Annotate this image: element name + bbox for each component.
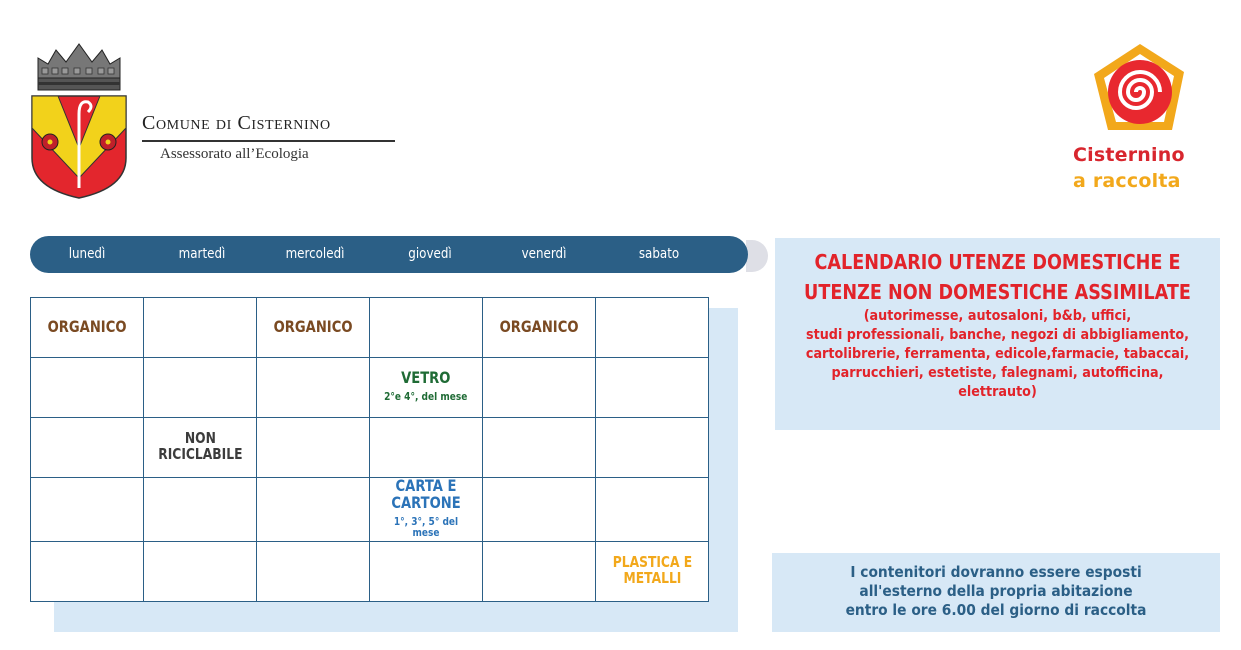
utenze-line: elettrauto) [958, 384, 1037, 400]
cell [257, 298, 370, 358]
logo-text-line1: Cisternino [1073, 144, 1185, 166]
table-row [31, 358, 709, 418]
carta-label [380, 478, 472, 539]
table-row [31, 298, 709, 358]
vetro-label [384, 370, 467, 402]
non-riciclabile-label [158, 431, 242, 463]
cell [31, 298, 144, 358]
cell [144, 478, 257, 542]
cell [31, 358, 144, 418]
carta-frequency: 1°, 3°, 5° del mese [393, 514, 459, 540]
cell [257, 478, 370, 542]
vetro-frequency: 2°e 4°, del mese [384, 389, 468, 403]
table-row [31, 418, 709, 478]
cell [370, 418, 483, 478]
assessorato-label: Assessorato all’Ecologia [160, 146, 309, 162]
cell [596, 298, 709, 358]
cell [483, 358, 596, 418]
day-lunedi: lunedì [68, 246, 106, 262]
cell [257, 358, 370, 418]
comune-name: Comune di Cisternino [142, 112, 331, 134]
carta-line2: CARTONE [391, 492, 461, 512]
day-giovedi: giovedì [408, 246, 452, 262]
utenze-line: cartolibrerie, ferramenta, edicole,farmacie, tabaccai, [805, 346, 1190, 362]
utenze-line: parrucchieri, estetiste, falegnami, autofficina, [831, 365, 1164, 381]
cell [31, 478, 144, 542]
table-row [31, 542, 709, 602]
cell [596, 542, 709, 602]
cell [31, 542, 144, 602]
collection-calendar [30, 297, 709, 602]
cell [483, 478, 596, 542]
day-venerdi: venerdì [521, 246, 567, 262]
cell [370, 298, 483, 358]
utenze-line: (autorimesse, autosaloni, b&b, uffici, [863, 308, 1132, 324]
vetro-text: VETRO [401, 368, 451, 388]
plastica-line2: METALLI [623, 569, 681, 588]
cell [144, 298, 257, 358]
calendar-title [802, 247, 1194, 307]
title-line2: UTENZE NON DOMESTICHE ASSIMILATE [804, 280, 1191, 304]
utenze-list [802, 307, 1194, 402]
cell [144, 358, 257, 418]
cell [370, 542, 483, 602]
non-riciclabile-line2: RICICLABILE [157, 444, 243, 463]
day-sabato: sabato [638, 246, 680, 262]
cell [144, 418, 257, 478]
cell [483, 298, 596, 358]
cell [370, 358, 483, 418]
cell [483, 418, 596, 478]
day-mercoledi: mercoledì [285, 246, 345, 262]
non-riciclabile-line1: NON [184, 429, 216, 448]
cell [257, 418, 370, 478]
table-row [31, 478, 709, 542]
divider [142, 140, 395, 142]
day-martedi: martedì [178, 246, 226, 262]
cell [483, 542, 596, 602]
days-bar-shadow [746, 240, 768, 272]
cell [31, 418, 144, 478]
organico-label: ORGANICO [499, 316, 579, 336]
collection-note-panel [772, 553, 1220, 632]
cell [596, 358, 709, 418]
note-line: entro le ore 6.00 del giorno di raccolta [845, 601, 1147, 619]
raccolta-logo-icon [1088, 40, 1192, 138]
cell [596, 478, 709, 542]
cell [144, 542, 257, 602]
carta-line1: CARTA E [395, 476, 457, 495]
title-line1: CALENDARIO UTENZE DOMESTICHE E [814, 250, 1181, 274]
plastica-line1: PLASTICA E [612, 553, 692, 572]
note-line: I contenitori dovranno essere esposti [850, 563, 1142, 581]
logo-text-line2: a raccolta [1073, 170, 1181, 192]
organico-label: ORGANICO [47, 316, 127, 336]
collection-note [790, 563, 1202, 620]
coat-of-arms-logo [28, 38, 130, 202]
note-line: all'esterno della propria abitazione [859, 582, 1133, 600]
organico-label: ORGANICO [273, 316, 353, 336]
cell [257, 542, 370, 602]
utenze-line: studi professionali, banche, negozi di abbigliamento, [806, 327, 1189, 343]
calendar-info-panel [775, 238, 1220, 430]
plastica-label [612, 555, 691, 587]
cell [370, 478, 483, 542]
cell [596, 418, 709, 478]
